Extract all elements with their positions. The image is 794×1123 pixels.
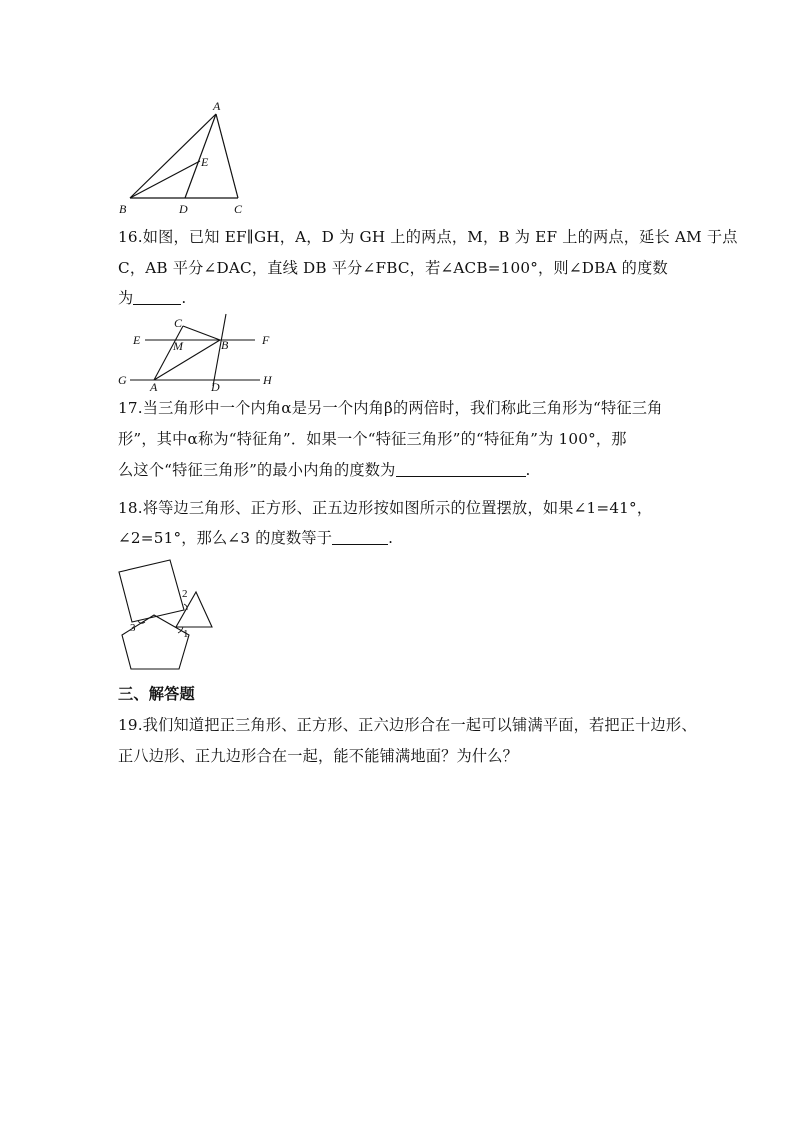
label-b: B	[221, 338, 229, 352]
q18-line-1: 18.将等边三角形、正方形、正五边形按如图所示的位置摆放，如果∠1=41°，	[118, 499, 653, 517]
label-c: C	[234, 202, 243, 216]
q16-line-3	[118, 288, 186, 308]
square-shape	[119, 560, 184, 622]
label-m: M	[173, 339, 183, 353]
q16-prefix: 为	[118, 289, 134, 307]
answer-blank-17[interactable]	[396, 462, 526, 477]
q16-line-2: C，AB 平分∠DAC，直线 DB 平分∠FBC，若∠ACB=100°，则∠DBA 的度数	[118, 259, 668, 277]
segment-ac	[216, 114, 238, 198]
q18-suffix: .	[388, 529, 394, 547]
label-f: F	[262, 333, 270, 347]
label-angle-3: 3	[130, 622, 136, 634]
q16-line-1: 16.如图，已知 EF∥GH，A，D 为 GH 上的两点，M，B 为 EF 上的两点，延长 AM 于点	[118, 228, 738, 246]
label-angle-2: 2	[182, 588, 188, 600]
segment-ab	[154, 340, 220, 380]
section-heading: 三、解答题	[118, 685, 195, 703]
answer-blank-16[interactable]	[133, 290, 181, 305]
q19-line-1: 19.我们知道把正三角形、正方形、正六边形合在一起可以铺满平面，若把正十边形、	[118, 716, 697, 734]
q17-line-1: 17.当三角形中一个内角α是另一个内角β的两倍时，我们称此三角形为“特征三角	[118, 399, 663, 417]
label-d: D	[179, 202, 188, 216]
q17-line-2: 形”，其中α称为“特征角”．如果一个“特征三角形”的“特征角”为 100°，那	[118, 430, 627, 448]
figure-polygons	[112, 555, 222, 680]
label-g: G	[118, 373, 127, 387]
label-c: C	[174, 316, 183, 330]
q19-line-2: 正八边形、正九边形合在一起，能不能铺满地面？为什么？	[118, 747, 519, 765]
label-angle-1: 1	[183, 628, 189, 640]
figure-triangle-abc	[110, 95, 260, 220]
label-d: D	[211, 380, 220, 394]
segment-ac	[154, 326, 183, 380]
q18-line-2	[118, 528, 393, 548]
label-h: H	[263, 373, 272, 387]
figure-parallel-lines	[110, 312, 280, 392]
q17-suffix: .	[525, 461, 531, 479]
label-e: E	[133, 333, 141, 347]
label-a: A	[213, 99, 221, 113]
segment-be	[130, 161, 200, 198]
label-e: E	[201, 155, 209, 169]
q18-prefix: ∠2=51°，那么∠3 的度数等于	[118, 529, 333, 547]
label-a: A	[150, 380, 158, 394]
q16-suffix: .	[181, 289, 187, 307]
answer-blank-18[interactable]	[332, 530, 388, 545]
segment-cb	[183, 326, 220, 340]
label-b: B	[119, 202, 127, 216]
q17-line-3	[118, 460, 531, 480]
q17-prefix: 么这个“特征三角形”的最小内角的度数为	[118, 461, 396, 479]
